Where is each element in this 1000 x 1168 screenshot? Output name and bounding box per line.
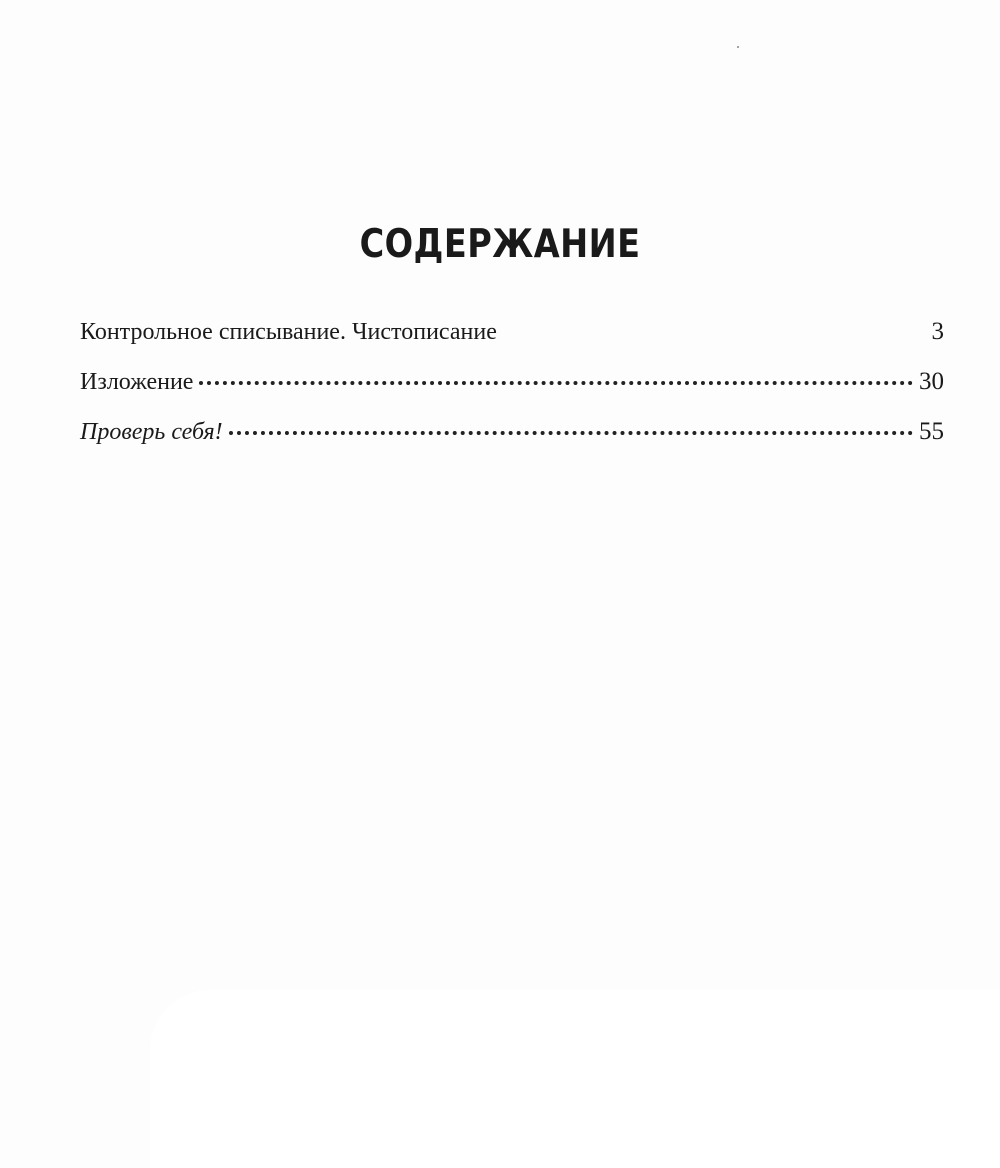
toc-entry-2[interactable] [80,368,944,404]
paper-speck [737,46,739,48]
toc-entry-3[interactable] [80,418,944,454]
toc-entry-page: 30 [919,368,944,395]
toc-entry-page: 55 [919,418,944,445]
toc-entry-label: Изложение [80,369,194,395]
whiteout-area [150,990,1000,1168]
toc-entry-1[interactable] [80,318,944,354]
toc-leader [229,431,913,435]
page-title: СОДЕРЖАНИЕ [359,222,641,267]
toc-leader [199,381,913,385]
toc-entry-label: Проверь себя! [80,419,223,445]
toc-entry-page: 3 [931,318,944,345]
toc-entry-label: Контрольное списывание. Чистописание [80,319,497,345]
toc-leader [503,331,926,335]
